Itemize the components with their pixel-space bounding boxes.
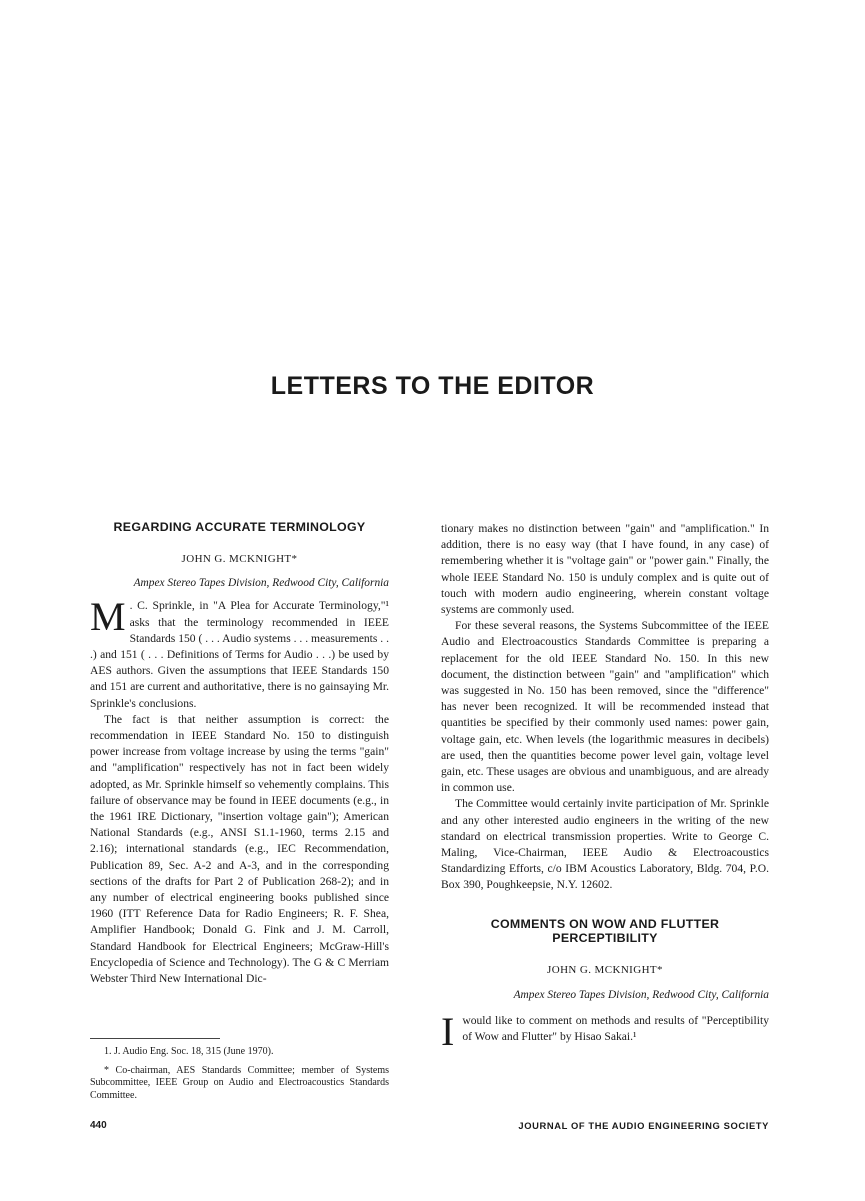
left-column (90, 520, 389, 987)
paragraph: The Committee would certainly invite participation of Mr. Sprinkle and any other interested audio engineers in the writing of the new standard on electrical transmission properties. Write to George C. Maling, Vice-Chairman, IEEE Audio & Electroacoustics Standardizing Efforts, c/o IBM Acoustics Laboratory, Bldg. 704, P.O. Box 390, Poughkeepsie, N.Y. 12602. (441, 797, 769, 892)
paragraph (441, 1009, 769, 1055)
author-byline: JOHN G. MCKNIGHT* (547, 963, 663, 976)
author-byline: JOHN G. MCKNIGHT* (181, 553, 298, 565)
paragraph: For these several reasons, the Systems Subcommittee of the IEEE Audio and Electroacoustics Standards Committee is preparing a replacement for the old IEEE Standard No. 150. In this new document, the distinction between "gain" and "amplification" which was suggested in No. 150 has been removed, since the "difference" has never been recognized. It will be recommended instead that quantities be specified by their commonly used names: power gain, voltage gain, etc. When levels (the logarithmic measures in decibels) are used, then the quantities become power level gain, voltage level gain, etc. These usages are obvious and unambiguous, and are already in common use. (441, 619, 769, 795)
paragraph: The fact is that neither assumption is correct: the recommendation in IEEE Standard No. 150 to distinguish power increase from voltage increase by using the terms "gain" and "amplification" respectively has not in fact been widely adopted, as Mr. Sprinkle himself so vehemently complains. This failure of observance may be found in IEEE documents (e.g., in the 1961 IRE Dictionary, "insertion voltage gain"); American National Standards (e.g., ANSI S1.1-1960, terms 2.15 and 2.16); international standards (e.g., IEC Recommendation, Publication 89, Sec. A-2 and A-3, and in the corresponding sections of the drafts for Part 2 of Publication 268-2); and in any number of electrical engineering books published since 1960 (ITT Reference Data for Radio Engineers; R. F. Shea, Amplifier Handbook; Donald G. Fink and J. M. Carroll, Standard Handbook for Electrical Engineers; McGraw-Hill's Encyclopedia of Science and Technology). The G & C Merriam Webster Third New International Dic- (90, 712, 389, 986)
page-number: 440 (90, 1120, 107, 1131)
section-title-terminology: REGARDING ACCURATE TERMINOLOGY (113, 520, 366, 534)
section-title-wow-flutter: COMMENTS ON WOW AND FLUTTER PERCEPTIBILITY (490, 916, 720, 945)
footnote-divider (90, 1038, 220, 1039)
footnote-author: * Co-chairman, AES Standards Committee; member of Systems Subcommittee, IEEE Group on Audio and Electroacoustics Standards Committee. (90, 1064, 389, 1101)
footnote-1: 1. J. Audio Eng. Soc. 18, 315 (June 1970). (104, 1046, 274, 1057)
drop-cap: I (441, 1009, 455, 1055)
letter-body-terminology (90, 594, 389, 987)
paragraph: tionary makes no distinction between "gain" and "amplification." In addition, there is no easy way (that I have found, in any case) of remembering whether it is "voltage gain" or "power gain." Finally, the whole IEEE Standard No. 150 is unduly complex and is quite out of touch with modern audio engineering, wherein constant voltage systems are commonly used. (441, 522, 769, 617)
paragraph (90, 594, 389, 711)
journal-name: JOURNAL OF THE AUDIO ENGINEERING SOCIETY (518, 1120, 769, 1131)
footnotes (90, 1046, 389, 1102)
right-column (441, 521, 769, 1055)
paragraph-text: . C. Sprinkle, in "A Plea for Accurate Terminology,"¹ asks that the terminology recommended in IEEE Standards 150 ( . . . Audio systems . . . measurements . . .) and 151 ( . . . Definitions of Terms for Audio . . .) be used by AES authors. Given the assumptions that IEEE Standards 150 and 151 are current and authoritative, there is no gainsaying Mr. Sprinkle's conclusions. (90, 599, 389, 710)
paragraph-text: would like to comment on methods and results of "Perceptibility of Wow and Flutter" by Hisao Sakai.¹ (462, 1014, 769, 1044)
author-affiliation: Ampex Stereo Tapes Division, Redwood City, California (133, 577, 389, 590)
author-affiliation: Ampex Stereo Tapes Division, Redwood City, California (513, 988, 769, 1001)
drop-cap: M (90, 594, 126, 640)
page-title: LETTERS TO THE EDITOR (270, 372, 595, 400)
